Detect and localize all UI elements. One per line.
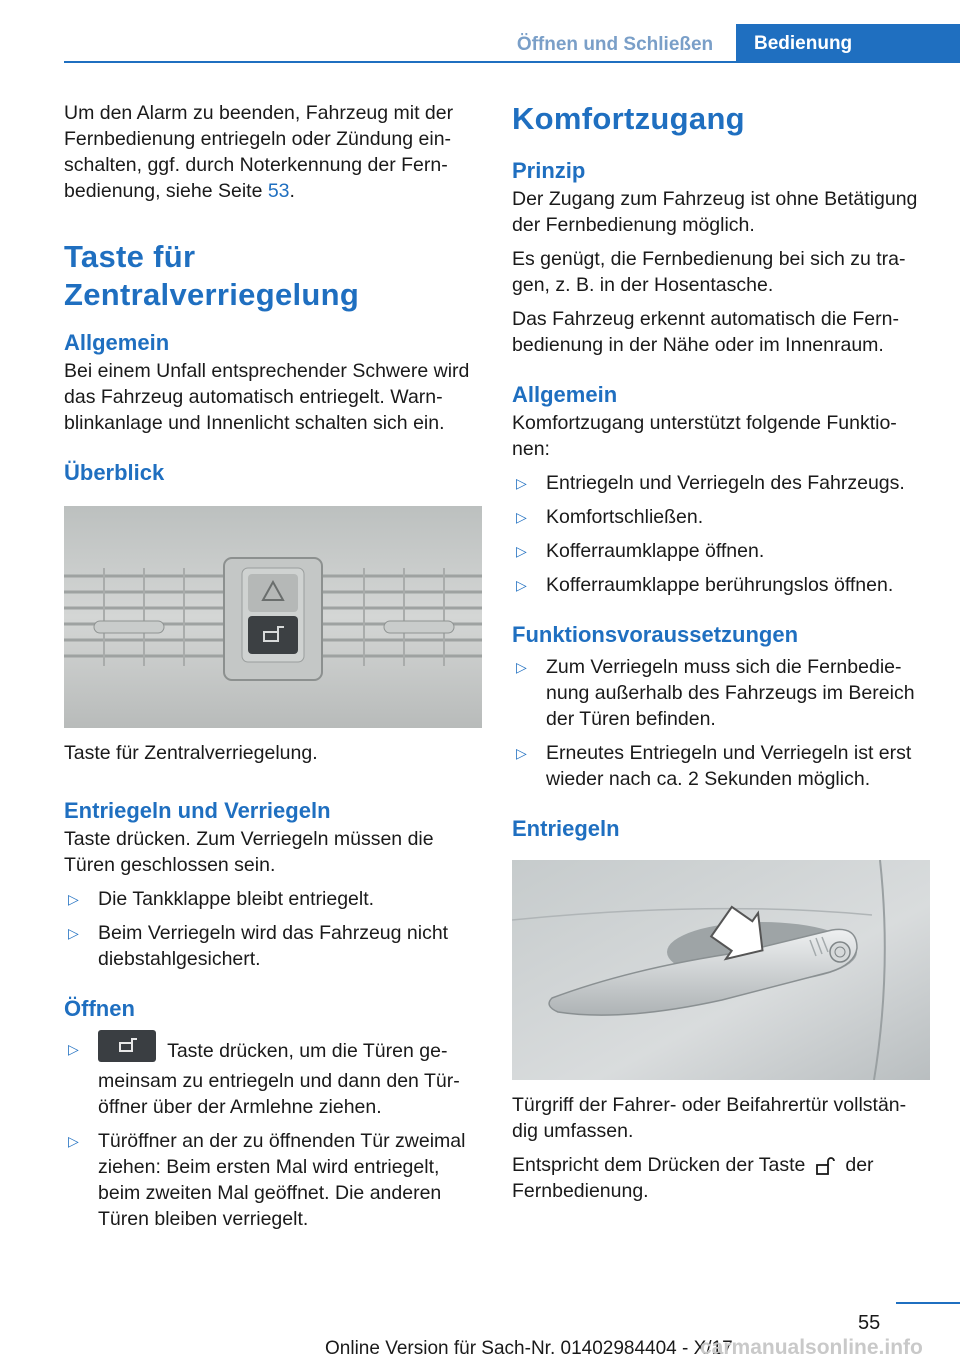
list-item: ▷ Zum Verriegeln muss sich die Fernbedie-nung außerhalb des Fahrzeugs im Bereich der Türen befinden. <box>516 656 915 730</box>
header-section-title: Öffnen und Schließen <box>516 34 714 55</box>
page-link[interactable]: 53 <box>267 180 290 202</box>
door-handle-photo <box>512 860 930 1080</box>
press-paragraph <box>512 1152 930 1204</box>
triangle-right-icon: ▷ <box>516 543 527 559</box>
figure-central-lock-button <box>64 506 482 728</box>
footer-text: Online Version für Sach-Nr. 01402984404 - X/17 <box>325 1338 733 1359</box>
heading-funktionsvoraussetzungen: Funktionsvoraussetzungen <box>512 622 799 647</box>
watermark: carmanualsonline.info <box>700 1336 923 1359</box>
allgemein-text-right: Komfortzugang unterstützt folgende Funktio-nen: <box>512 412 897 460</box>
intro-paragraph <box>64 100 482 204</box>
triangle-right-icon: ▷ <box>68 1133 79 1149</box>
left-column <box>64 100 482 1240</box>
right-column <box>512 100 930 1212</box>
list-item: ▷ Beim Verriegeln wird das Fahrzeug nicht diebstahlgesichert. <box>68 922 449 970</box>
section-title-zentralverriegelung: Taste für Zentralverriegelung <box>64 239 360 312</box>
triangle-right-icon: ▷ <box>516 745 527 761</box>
entriegeln-text: Taste drücken. Zum Verriegeln müssen die Türen geschlossen sein. <box>64 828 434 876</box>
heading-ueberblick: Überblick <box>64 460 165 485</box>
entriegeln-list <box>64 886 482 972</box>
figure-caption-right: Türgriff der Fahrer- oder Beifahrertür vollstän-dig umfassen. <box>512 1094 907 1142</box>
list-item: ▷ Die Tankklappe bleibt entriegelt. <box>68 888 375 910</box>
triangle-right-icon: ▷ <box>516 509 527 525</box>
figure-caption-left: Taste für Zentralverriegelung. <box>64 742 318 764</box>
oeffnen-list <box>64 1036 482 1232</box>
central-lock-photo <box>64 506 482 728</box>
intro-end: . <box>289 180 295 202</box>
page-number: 55 <box>858 1312 881 1334</box>
unlock-icon <box>815 1156 835 1176</box>
allgemein-text-left: Bei einem Unfall entsprechender Schwere wird das Fahrzeug automatisch entriegelt. Warn-blinkanlage und Innenlicht schalten sich ein. <box>64 360 470 434</box>
list-item: ▷ Kofferraumklappe öffnen. <box>516 540 765 562</box>
prinzip-paragraph: Der Zugang zum Fahrzeug ist ohne Betätigung der Fernbedienung möglich. <box>512 188 918 236</box>
triangle-right-icon: ▷ <box>68 891 79 907</box>
prinzip-paragraph: Das Fahrzeug erkennt automatisch die Fern-bedienung in der Nähe oder im Innenraum. <box>512 308 899 356</box>
heading-entriegeln-verriegeln: Entriegeln und Verriegeln <box>64 798 331 823</box>
list-item: ▷ Taste drücken, um die Türen ge-meinsam zu entriegeln und dann den Tür-öffner über der Armlehne ziehen. <box>64 1036 482 1120</box>
section-title-komfortzugang: Komfortzugang <box>512 101 745 136</box>
heading-prinzip: Prinzip <box>512 158 586 183</box>
footer-rule <box>896 1302 960 1304</box>
list-item: ▷ Komfortschließen. <box>516 506 704 528</box>
intro-text: Um den Alarm zu beenden, Fahrzeug mit der Fernbedienung entriegeln oder Zündung ein-schalten, ggf. durch Noterkennung der Fern-bedienung, siehe Seite <box>64 102 454 202</box>
triangle-right-icon: ▷ <box>516 659 527 675</box>
unlock-key-icon <box>98 1030 156 1062</box>
figure-door-handle <box>512 860 930 1080</box>
list-item: ▷ Erneutes Entriegeln und Verriegeln ist erst wieder nach ca. 2 Sekunden möglich. <box>516 742 912 790</box>
heading-allgemein-right: Allgemein <box>512 382 618 407</box>
allgemein-list <box>512 470 930 598</box>
press-before: Entspricht dem Drücken der Taste <box>512 1154 806 1176</box>
header-tab[interactable]: Bedienung <box>736 24 960 63</box>
list-item: ▷ Kofferraumklappe berührungslos öffnen. <box>516 574 894 596</box>
prinzip-paragraph: Es genügt, die Fernbedienung bei sich zu tra-gen, z. B. in der Hosentasche. <box>512 248 906 296</box>
list-item: ▷ Türöffner an der zu öffnenden Tür zweimal ziehen: Beim ersten Mal wird entriegelt, beim zweiten Mal geöffnet. Die anderen Türen bleiben verriegelt. <box>68 1130 466 1230</box>
heading-entriegeln-right: Entriegeln <box>512 816 620 841</box>
triangle-right-icon: ▷ <box>516 475 527 491</box>
heading-oeffnen: Öffnen <box>64 996 135 1021</box>
list-item: ▷ Entriegeln und Verriegeln des Fahrzeugs. <box>516 472 905 494</box>
press-after: der Fernbedienung. <box>512 1154 874 1202</box>
funktion-list <box>512 654 930 792</box>
triangle-right-icon: ▷ <box>516 577 527 593</box>
triangle-right-icon: ▷ <box>68 925 79 941</box>
heading-allgemein-left: Allgemein <box>64 330 170 355</box>
triangle-right-icon: ▷ <box>68 1041 79 1057</box>
